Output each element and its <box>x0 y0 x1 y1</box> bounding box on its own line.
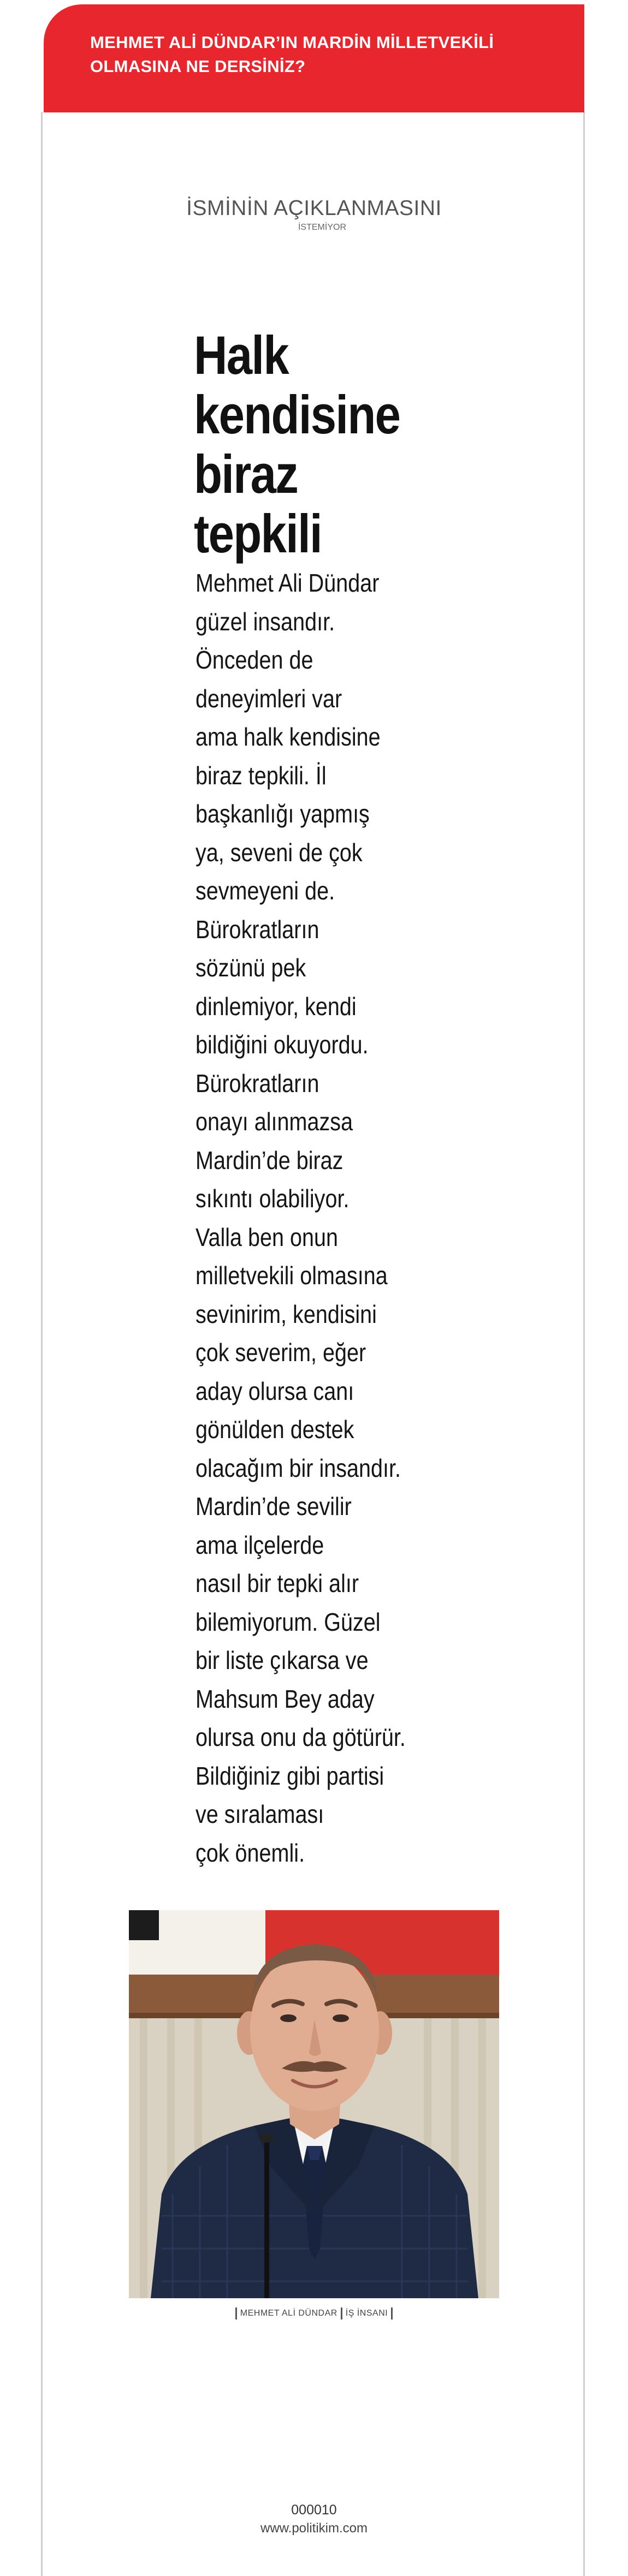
body-line: Bürokratların <box>195 915 319 944</box>
header-title-line-1: MEHMET ALİ DÜNDAR’IN MARDİN MİLLETVEKİLİ <box>90 33 494 52</box>
body-line: nasıl bir tepki alır <box>195 1569 359 1597</box>
body-line: sevinirim, kendisini <box>195 1299 377 1328</box>
caption-divider <box>235 2307 237 2319</box>
body-line: sıkıntı olabiliyor. <box>195 1184 349 1213</box>
body-line: Mardin’de biraz <box>195 1146 343 1174</box>
headline-line: Halk <box>194 325 288 385</box>
body-line: Valla ben onun <box>195 1223 339 1251</box>
article-headline <box>194 325 405 563</box>
header-title-line-2: OLMASINA NE DERSİNİZ? <box>90 57 306 76</box>
body-line: güzel insandır. <box>195 607 335 636</box>
body-line: gönülden destek <box>195 1415 354 1444</box>
body-line: ve sıralaması <box>195 1800 324 1828</box>
body-line: Önceden de <box>195 646 313 674</box>
body-line: Bürokratların <box>195 1069 319 1098</box>
article-body <box>195 564 406 1872</box>
body-line: dinlemiyor, kendi <box>195 992 357 1021</box>
body-line: sevmeyeni de. <box>195 876 335 905</box>
body-line: çok severim, eğer <box>195 1338 366 1367</box>
source-label: İSMİNİN AÇIKLANMASINI <box>186 196 442 220</box>
caption-name: MEHMET ALİ DÜNDAR <box>240 2309 337 2318</box>
caption-divider <box>341 2307 342 2319</box>
body-line: biraz tepkili. İl <box>195 761 327 790</box>
body-line: Mehmet Ali Dündar <box>195 569 380 597</box>
site-url: www.politikim.com <box>260 2521 368 2536</box>
body-line: olursa onu da götürür. <box>195 1723 406 1751</box>
portrait-illustration <box>129 1910 499 2298</box>
body-line: olacağım bir insandır. <box>195 1453 401 1482</box>
headline-line: kendisine <box>194 384 400 445</box>
body-line: Mahsum Bey aday <box>195 1684 375 1713</box>
body-line: deneyimleri var <box>195 684 342 713</box>
body-line: başkanlığı yapmış <box>195 800 370 828</box>
body-line: aday olursa canı <box>195 1376 354 1405</box>
headline-line: tepkili <box>194 503 322 564</box>
photo-caption <box>0 2307 628 2319</box>
body-line: ama ilçelerde <box>195 1530 324 1559</box>
body-line: Mardin’de sevilir <box>195 1492 352 1520</box>
body-line: ama halk kendisine <box>195 723 381 751</box>
body-line: bir liste çıkarsa ve <box>195 1646 369 1674</box>
headline-line: biraz <box>194 444 298 504</box>
body-line: çok önemli. <box>195 1838 305 1867</box>
body-line: bilemiyorum. Güzel <box>195 1607 381 1636</box>
body-line: milletvekili olmasına <box>195 1261 388 1290</box>
body-line: Bildiğiniz gibi partisi <box>195 1761 384 1790</box>
body-line: ya, seveni de çok <box>195 838 363 867</box>
body-line: bildiğini okuyordu. <box>195 1030 369 1059</box>
source-sublabel: İSTEMİYOR <box>298 223 346 232</box>
source-block <box>0 196 628 232</box>
header-banner <box>44 4 584 112</box>
page-footer <box>0 2501 628 2538</box>
caption-role: İŞ İNSANI <box>345 2309 388 2318</box>
body-line: sözünü pek <box>195 953 306 982</box>
caption-divider <box>391 2307 393 2319</box>
portrait-photo <box>129 1910 499 2298</box>
page-number: 000010 <box>291 2502 337 2518</box>
header-title <box>90 31 552 79</box>
body-line: onayı alınmazsa <box>195 1107 353 1136</box>
